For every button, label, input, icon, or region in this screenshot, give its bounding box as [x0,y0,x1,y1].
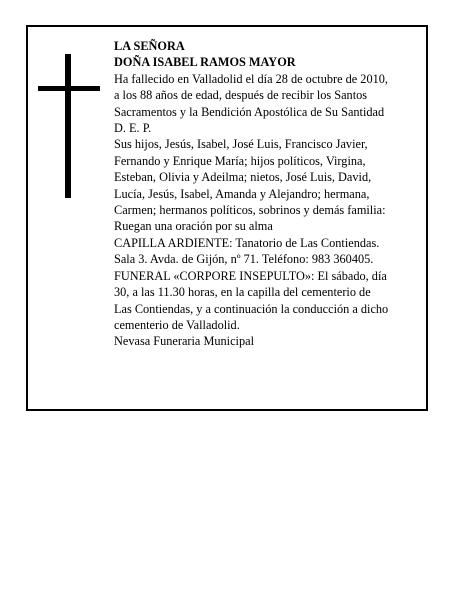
death-announcement-line-2: a los 88 años de edad, después de recibir los Santos [114,88,368,103]
death-announcement-line-1: Ha fallecido en Valladolid el día 28 de octubre de 2010, [114,71,388,86]
funeral-line-3: Las Contiendas, y a continuación la conducción a dicho [114,301,389,316]
cross-icon [38,54,100,198]
family-line-4: Lucía, Jesús, Isabel, Amanda y Alejandro; hermana, [114,186,370,201]
death-announcement-line-3: Sacramentos y la Bendición Apostólica de Su Santidad [114,104,385,119]
family-line-1: Sus hijos, Jesús, Isabel, José Luis, Francisco Javier, [114,137,368,152]
cross-horizontal-bar [38,86,100,91]
chapel-line-2: Sala 3. Avda. de Gijón, nº 71. Teléfono: 983 360405. [114,252,374,267]
chapel-line-1: CAPILLA ARDIENTE: Tanatorio de Las Contiendas. [114,235,380,250]
title-line: LA SEÑORA [114,39,185,53]
family-line-2: Fernando y Enrique María; hijos políticos, Virgina, [114,153,366,168]
family-line-5: Carmen; hermanos políticos, sobrinos y demás familia: [114,203,386,218]
funeral-line-2: 30, a las 11.30 horas, en la capilla del cementerio de [114,285,371,300]
prayer-request: Ruegan una oración por su alma [114,219,273,234]
obituary-text [114,38,426,350]
funeral-home: Nevasa Funeraria Municipal [114,334,254,349]
deceased-name: DOÑA ISABEL RAMOS MAYOR [114,55,296,70]
family-line-3: Esteban, Olivia y Adeilma; nietos, José Luis, David, [114,170,372,185]
rest-in-peace: D. E. P. [114,121,152,136]
funeral-line-4: cementerio de Valladolid. [114,317,240,332]
funeral-line-1: FUNERAL «CORPORE INSEPULTO»: El sábado, día [114,268,387,283]
cross-vertical-bar [65,54,71,198]
